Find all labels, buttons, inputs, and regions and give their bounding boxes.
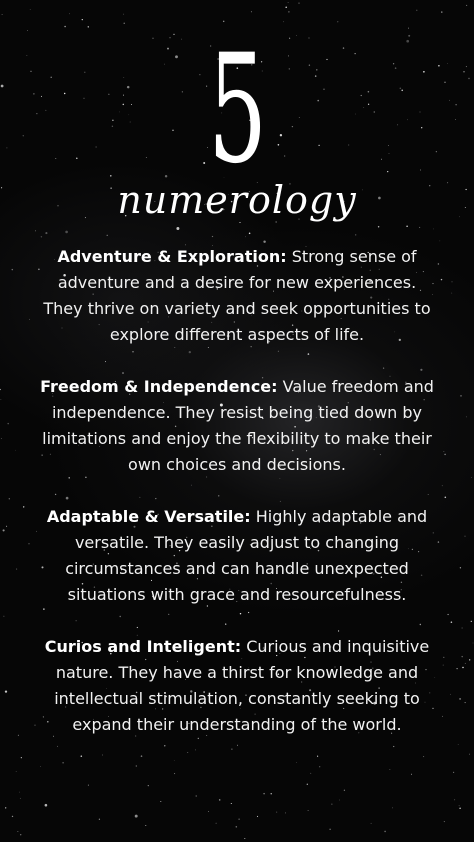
star — [9, 498, 10, 499]
star — [288, 2, 289, 3]
star — [283, 21, 284, 22]
star — [1, 399, 2, 400]
star — [461, 656, 462, 657]
star — [469, 754, 470, 755]
star — [1, 438, 2, 439]
star — [451, 293, 452, 294]
trait-adventure — [40, 244, 434, 348]
star — [339, 800, 340, 801]
star — [452, 282, 453, 283]
star — [107, 235, 108, 236]
star — [444, 454, 446, 456]
trait-adaptable — [40, 504, 434, 608]
star — [331, 804, 332, 805]
star — [99, 819, 100, 820]
star — [45, 804, 48, 807]
star — [466, 5, 467, 6]
star — [447, 614, 448, 615]
trait-freedom — [40, 374, 434, 478]
star — [12, 816, 13, 817]
star — [69, 13, 70, 14]
trait-body: Value freedom and independence. They resist being tied down by limitations and enjoy the flexibility to make their own choices and decisions. — [42, 377, 434, 474]
star — [3, 616, 4, 617]
star — [35, 231, 36, 232]
title-block — [0, 23, 474, 230]
star — [459, 807, 461, 809]
star — [20, 798, 21, 799]
star — [36, 531, 37, 532]
star — [438, 541, 439, 542]
star — [285, 812, 286, 813]
star — [16, 771, 17, 772]
star — [390, 769, 391, 770]
trait-heading: Freedom & Independence: — [40, 377, 278, 396]
star — [465, 702, 466, 703]
star — [459, 805, 460, 806]
star — [219, 799, 221, 801]
star — [21, 757, 22, 758]
star — [466, 417, 467, 418]
star — [329, 829, 330, 830]
star — [411, 774, 412, 775]
star — [263, 793, 265, 795]
star — [438, 263, 439, 264]
star — [263, 240, 265, 242]
star — [442, 485, 443, 486]
trait-body: Strong sense of adventure and a desire for new experiences. They thrive on variety and seek opportunities to explore different aspects of life. — [43, 247, 431, 344]
star — [23, 506, 24, 507]
star — [460, 567, 461, 568]
star — [249, 233, 251, 235]
number-five-title: 5 — [208, 23, 266, 197]
star — [136, 765, 137, 766]
star — [441, 279, 442, 280]
trait-curious — [40, 634, 434, 738]
star — [435, 677, 436, 678]
star — [15, 450, 16, 451]
star — [464, 536, 465, 537]
star — [471, 477, 472, 478]
star — [236, 826, 238, 828]
star — [29, 319, 30, 320]
star — [465, 663, 466, 664]
star — [469, 659, 470, 660]
star — [88, 26, 89, 27]
star — [456, 668, 457, 669]
star — [271, 793, 272, 794]
star — [20, 834, 21, 835]
star — [444, 821, 445, 822]
star — [299, 3, 300, 4]
star — [451, 621, 453, 623]
trait-heading: Adventure & Exploration: — [57, 247, 287, 266]
star — [384, 831, 386, 833]
star — [208, 811, 209, 812]
star — [251, 11, 252, 12]
star — [441, 11, 442, 12]
star — [355, 234, 356, 235]
star — [245, 236, 246, 237]
star — [462, 628, 463, 629]
star — [3, 529, 5, 531]
trait-body: Highly adaptable and versatile. They easily adjust to changing circumstances and can handle unexpected situations with grace and resourcefulness. — [65, 507, 428, 604]
star — [18, 735, 19, 736]
star — [18, 831, 19, 832]
trait-heading: Adaptable & Versatile: — [46, 507, 251, 526]
star — [5, 807, 6, 808]
star — [308, 810, 309, 811]
star — [285, 6, 287, 8]
star — [145, 825, 146, 826]
star — [40, 766, 41, 767]
star — [473, 643, 474, 644]
numerology-subtitle: numerology — [117, 178, 357, 222]
star — [443, 657, 444, 658]
star — [244, 838, 245, 839]
star — [2, 14, 3, 15]
star — [408, 28, 409, 29]
star — [64, 26, 66, 28]
star — [174, 773, 175, 774]
star — [344, 790, 345, 791]
star — [310, 773, 311, 774]
star — [45, 232, 47, 234]
star — [460, 395, 461, 396]
star — [7, 423, 8, 424]
star — [212, 236, 213, 237]
traits-list — [40, 244, 434, 764]
trait-body: Curious and inquisitive nature. They have a thirst for knowledge and intellectual stimulation, constantly seeking to expand their understanding of the world. — [54, 637, 430, 734]
star — [216, 823, 217, 824]
star — [442, 716, 443, 717]
star — [392, 808, 393, 809]
star — [257, 816, 258, 817]
star — [19, 792, 20, 793]
star — [416, 10, 417, 11]
star — [454, 799, 455, 800]
star — [471, 621, 472, 622]
star — [16, 569, 17, 570]
star — [238, 819, 239, 820]
star — [82, 19, 83, 20]
star — [0, 389, 1, 390]
star — [148, 785, 149, 786]
star — [445, 497, 447, 499]
star — [288, 11, 289, 12]
star — [231, 803, 232, 804]
trait-heading: Curios and Inteligent: — [44, 637, 242, 656]
star — [458, 744, 459, 745]
star — [337, 21, 338, 22]
star — [462, 667, 463, 668]
star — [196, 795, 197, 796]
star — [319, 766, 320, 767]
star — [160, 801, 161, 802]
star — [5, 690, 7, 692]
star — [12, 269, 13, 270]
star — [41, 236, 42, 237]
star — [439, 241, 440, 242]
star — [65, 231, 68, 234]
star — [34, 725, 35, 726]
star — [276, 812, 277, 813]
star — [6, 526, 7, 527]
star — [124, 23, 125, 24]
star — [444, 451, 445, 452]
star — [135, 815, 138, 818]
star — [453, 772, 454, 773]
star — [443, 665, 444, 666]
star — [459, 698, 461, 700]
star — [88, 785, 89, 786]
star — [30, 9, 31, 10]
star — [123, 14, 124, 15]
star — [28, 543, 29, 544]
star — [307, 784, 308, 785]
star — [223, 21, 224, 22]
star — [450, 694, 451, 695]
star — [371, 823, 372, 824]
